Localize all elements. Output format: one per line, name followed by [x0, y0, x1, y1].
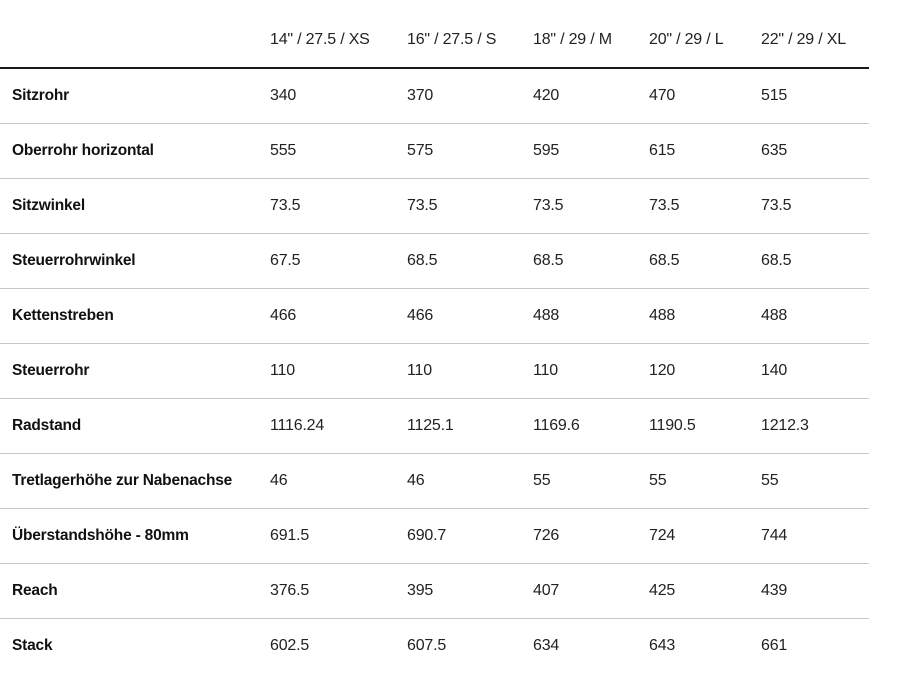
table-cell: 68.5 — [395, 233, 521, 288]
table-cell: 488 — [521, 288, 637, 343]
table-cell: 407 — [521, 563, 637, 618]
table-cell: 73.5 — [521, 178, 637, 233]
table-row — [0, 618, 869, 673]
table-cell: 46 — [395, 453, 521, 508]
table-cell: 744 — [749, 508, 869, 563]
table-cell: 1190.5 — [637, 398, 749, 453]
table-cell: 376.5 — [258, 563, 395, 618]
table-cell: 466 — [395, 288, 521, 343]
table-row — [0, 68, 869, 123]
row-label: Steuerrohr — [0, 343, 258, 398]
table-cell: 370 — [395, 68, 521, 123]
table-cell: 615 — [637, 123, 749, 178]
table-cell: 67.5 — [258, 233, 395, 288]
table-cell: 420 — [521, 68, 637, 123]
header-cell-label — [0, 13, 258, 68]
header-cell-size-xl: 22" / 29 / XL — [749, 13, 869, 68]
table-cell: 439 — [749, 563, 869, 618]
header-row — [0, 13, 869, 68]
table-cell: 690.7 — [395, 508, 521, 563]
table-cell: 73.5 — [637, 178, 749, 233]
table-row — [0, 508, 869, 563]
row-label: Oberrohr horizontal — [0, 123, 258, 178]
table-row — [0, 398, 869, 453]
table-cell: 68.5 — [521, 233, 637, 288]
table-cell: 488 — [749, 288, 869, 343]
row-label: Reach — [0, 563, 258, 618]
row-label: Stack — [12, 636, 53, 654]
table-cell: 73.5 — [395, 178, 521, 233]
table-cell: 575 — [395, 123, 521, 178]
table-cell: 73.5 — [749, 178, 869, 233]
table-cell: 68.5 — [637, 233, 749, 288]
table-cell: 1169.6 — [521, 398, 637, 453]
table-cell: 643 — [649, 636, 676, 654]
table-cell: 724 — [637, 508, 749, 563]
row-label: Radstand — [0, 398, 258, 453]
table-row — [0, 453, 869, 508]
table-cell: 55 — [749, 453, 869, 508]
table-cell: 73.5 — [258, 178, 395, 233]
table-cell: 340 — [258, 68, 395, 123]
table-cell: 607.5 — [407, 636, 447, 654]
table-cell: 46 — [258, 453, 395, 508]
table-row — [0, 563, 869, 618]
table-cell: 470 — [637, 68, 749, 123]
table-cell: 595 — [521, 123, 637, 178]
table-cell: 68.5 — [749, 233, 869, 288]
table-row — [0, 288, 869, 343]
header-cell-size-xs: 14" / 27.5 / XS — [258, 13, 395, 68]
table-cell: 555 — [258, 123, 395, 178]
table-cell: 55 — [521, 453, 637, 508]
table-cell: 515 — [749, 68, 869, 123]
table-cell: 140 — [749, 343, 869, 398]
header-cell-size-s: 16" / 27.5 / S — [395, 13, 521, 68]
table-cell: 110 — [258, 343, 395, 398]
row-label: Überstandshöhe - 80mm — [0, 508, 258, 563]
table-cell: 726 — [521, 508, 637, 563]
table-cell: 120 — [637, 343, 749, 398]
table-cell: 110 — [521, 343, 637, 398]
table-cell: 55 — [637, 453, 749, 508]
table-cell: 661 — [761, 636, 788, 654]
table-cell: 466 — [258, 288, 395, 343]
table-cell: 425 — [637, 563, 749, 618]
table-cell: 1116.24 — [258, 398, 395, 453]
header-cell-size-l: 20" / 29 / L — [637, 13, 749, 68]
row-label: Kettenstreben — [0, 288, 258, 343]
table-cell: 488 — [637, 288, 749, 343]
row-label: Tretlagerhöhe zur Nabenachse — [0, 453, 258, 508]
row-label: Steuerrohrwinkel — [0, 233, 258, 288]
table-cell: 691.5 — [258, 508, 395, 563]
table-cell: 395 — [395, 563, 521, 618]
table-cell: 1125.1 — [395, 398, 521, 453]
header-cell-size-m: 18" / 29 / M — [521, 13, 637, 68]
table-body — [0, 68, 869, 673]
row-label: Sitzrohr — [0, 68, 258, 123]
row-label: Sitzwinkel — [0, 178, 258, 233]
table-cell: 110 — [395, 343, 521, 398]
table-row — [0, 233, 869, 288]
table-cell: 634 — [533, 636, 560, 654]
table-cell: 635 — [749, 123, 869, 178]
table-row — [0, 178, 869, 233]
table-header — [0, 13, 869, 68]
geometry-table — [0, 13, 869, 673]
table-row — [0, 343, 869, 398]
table-cell: 1212.3 — [749, 398, 869, 453]
table-row — [0, 123, 869, 178]
table-cell: 602.5 — [270, 636, 310, 654]
